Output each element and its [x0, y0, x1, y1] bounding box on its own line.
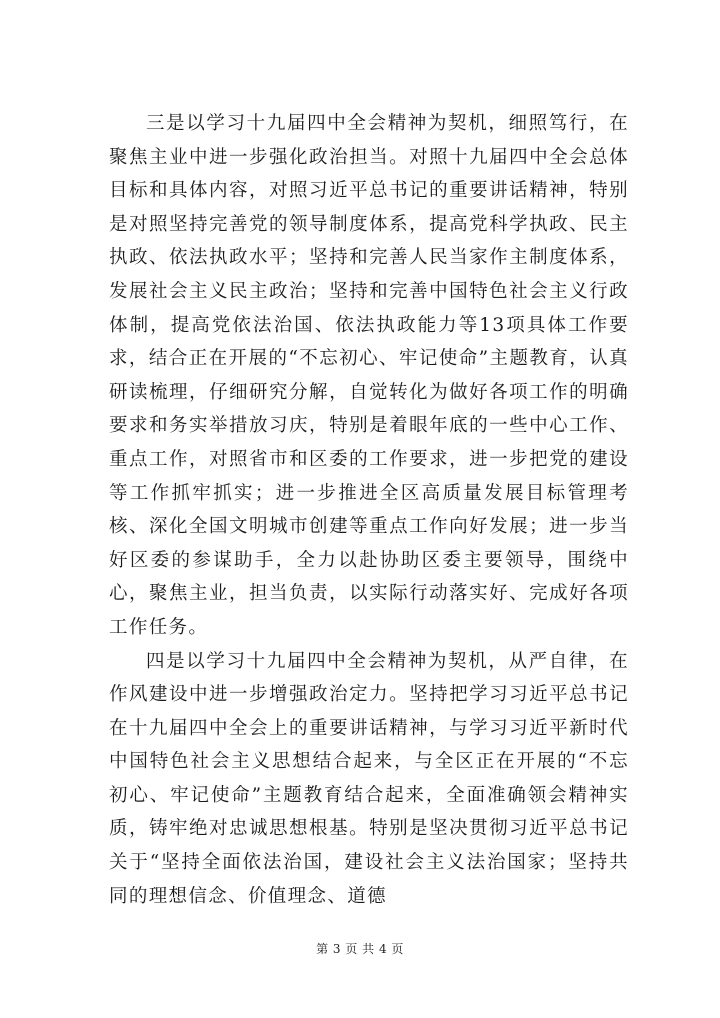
- paragraph-3: 三是以学习十九届四中全会精神为契机，细照笃行，在聚焦主业中进一步强化政治担当。对照十九届四中全会总体目标和具体内容，对照习近平总书记的重要讲话精神，特别是对照坚持完善党的领导制度体系，提高党科学执政、民主执政、依法执政水平；坚持和完善人民当家作主制度体系，发展社会主义民主政治；坚持和完善中国特色社会主义行政体制，提高党依法治国、依法执政能力等13项具体工作要求，结合正在开展的“不忘初心、牢记使命”主题教育，认真研读梳理，仔细研究分解，自觉转化为做好各项工作的明确要求和务实举措放习庆，特别是着眼年底的一些中心工作、重点工作，对照省市和区委的工作要求，进一步把党的建设等工作抓牢抓实；进一步推进全区高质量发展目标管理考核、深化全国文明城市创建等重点工作向好发展；进一步当好区委的参谋助手，全力以赴协助区委主要领导，围绕中心，聚焦主业，担当负责，以实际行动落实好、完成好各项工作任务。: [109, 113, 629, 638]
- page-footer: 第 3 页 共 4 页: [316, 942, 404, 956]
- document-body: [109, 107, 629, 913]
- paragraph-4: 四是以学习十九届四中全会精神为契机，从严自律，在作风建设中进一步增强政治定力。坚持把学习习近平总书记在十九届四中全会上的重要讲话精神，与学习习近平新时代中国特色社会主义思想结合起来，与全区正在开展的“不忘初心、牢记使命”主题教育结合起来，全面准确领会精神实质，铸牢绝对忠诚思想根基。特别是坚决贯彻习近平总书记关于“坚持全面依法治国，建设社会主义法治国家；坚持共同的理想信念、价值理念、道德: [109, 650, 629, 907]
